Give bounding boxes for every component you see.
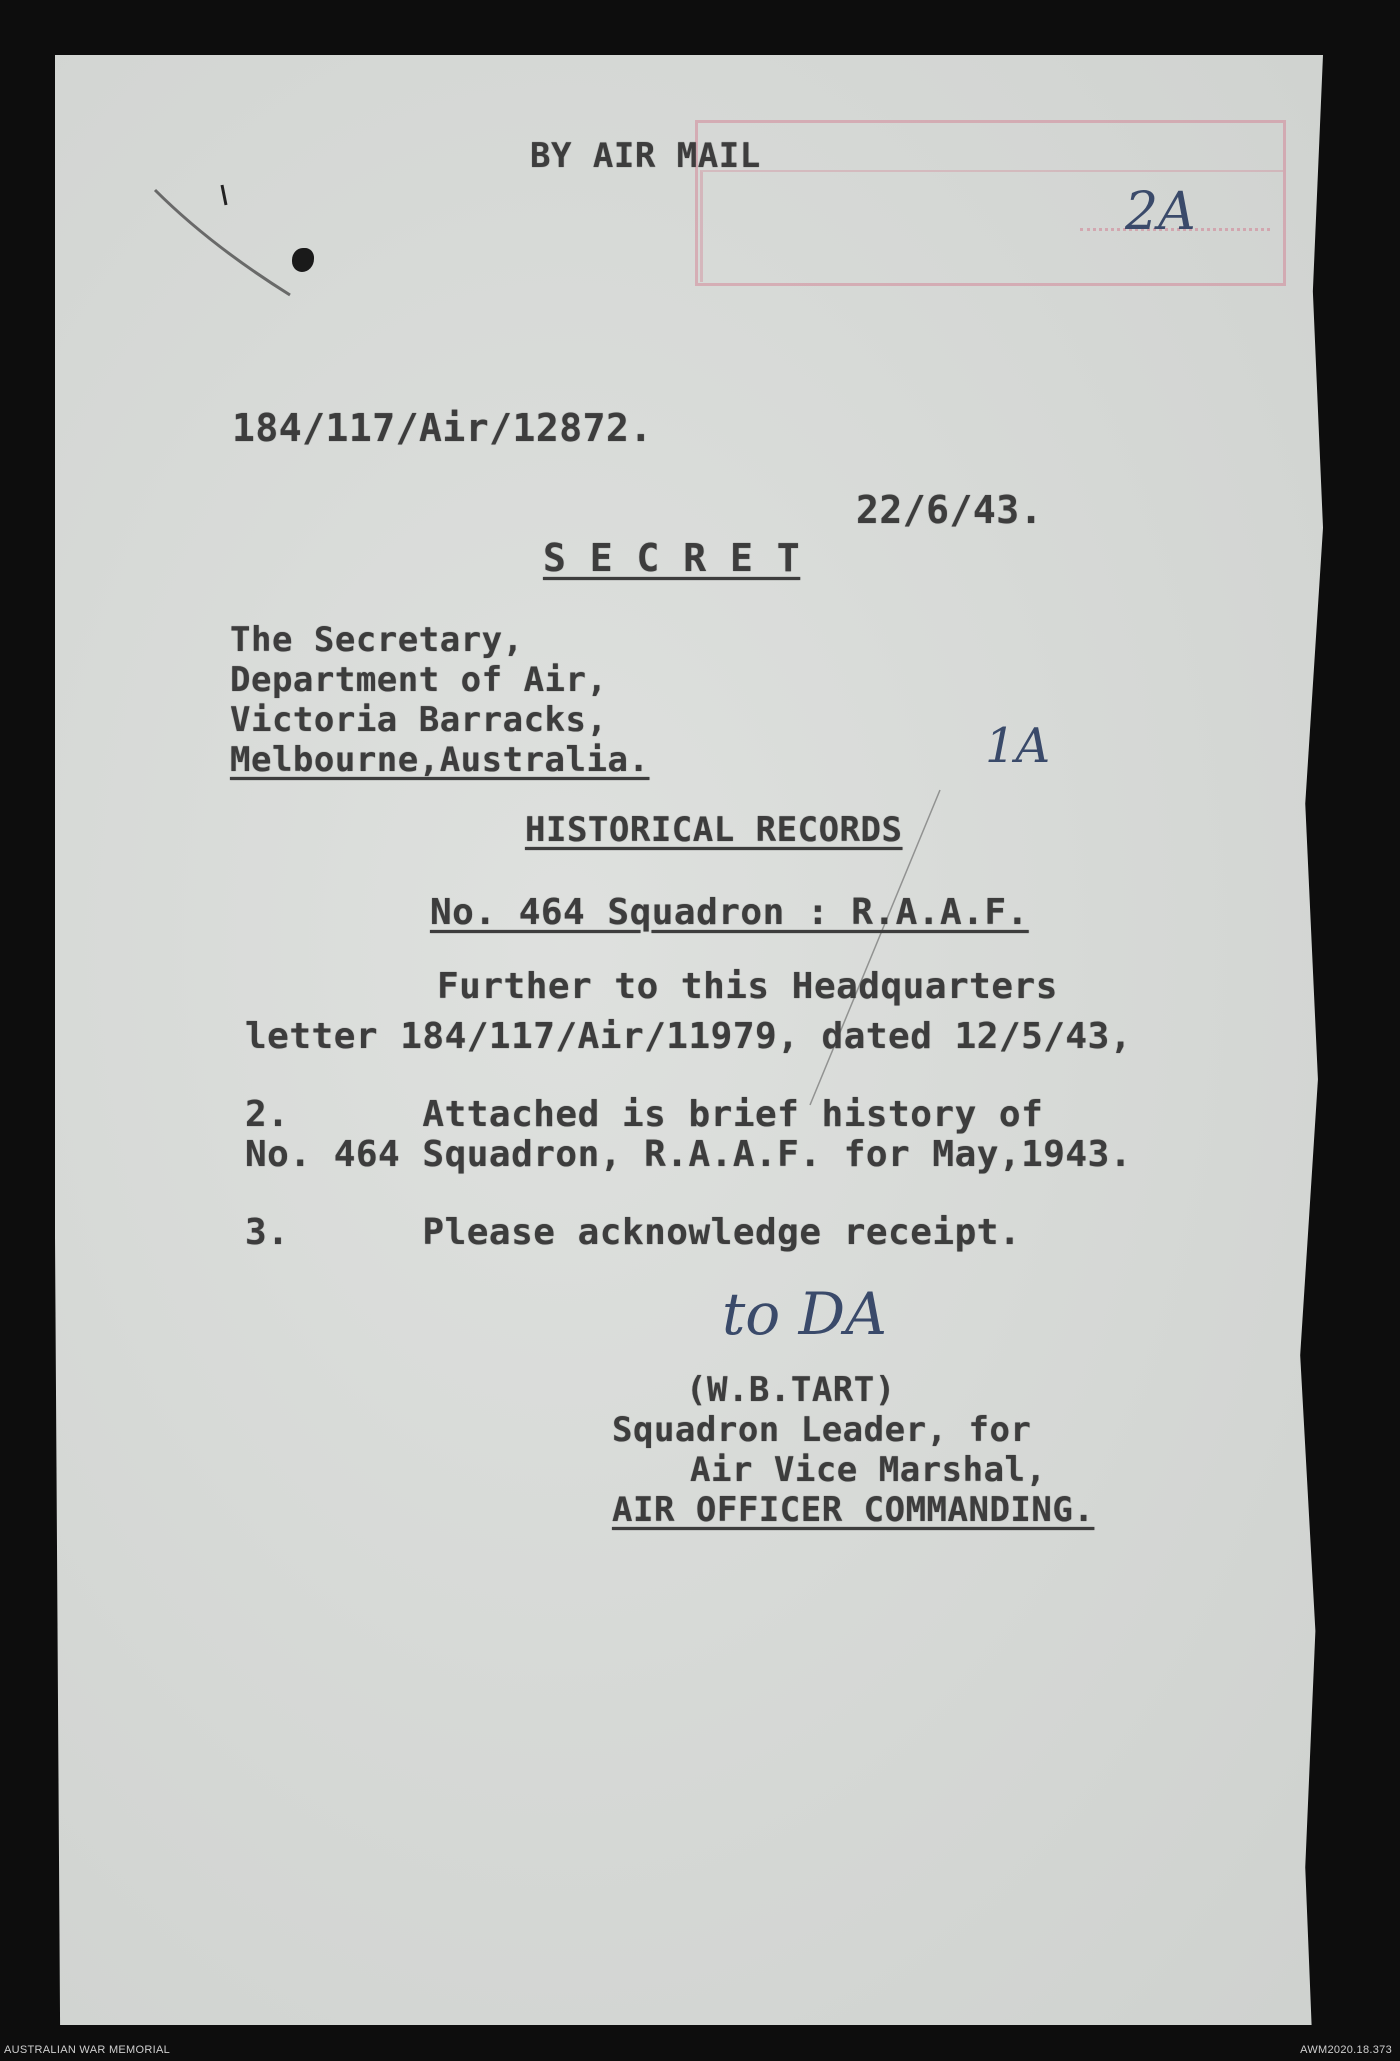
paragraph-1-line-2: letter 184/117/Air/11979, dated 12/5/43, [245,1016,1132,1057]
footer-accession: AWM2020.18.373 [1300,2044,1392,2056]
airmail-label: BY AIR MAIL [530,136,761,176]
addressee-line-4: Melbourne,Australia. [230,740,650,780]
paragraph-3: 3. Please acknowledge receipt. [245,1212,1022,1253]
signature-rank: Squadron Leader, for [612,1410,1032,1450]
stamp-handwritten-mark: 2A [1125,182,1196,242]
classification-heading: S E C R E T [543,536,801,580]
footer-institution: AUSTRALIAN WAR MEMORIAL [4,2044,171,2056]
letter-date: 22/6/43. [856,488,1044,532]
signature-title: AIR OFFICER COMMANDING. [612,1490,1095,1530]
addressee-line-2: Department of Air, [230,660,608,700]
paragraph-1-line-1: Further to this Headquarters [437,966,1058,1007]
paragraph-2-line-1: 2. Attached is brief history of [245,1094,1044,1135]
signature-for: Air Vice Marshal, [690,1450,1047,1490]
reference-number: 184/117/Air/12872. [232,406,653,450]
pencil-stroke [150,175,300,305]
signature-name: (W.B.TART) [686,1370,896,1410]
handwritten-initials: to DA [722,1280,888,1348]
addressee-line-1: The Secretary, [230,620,524,660]
section-heading: HISTORICAL RECORDS [525,810,903,850]
squadron-heading: No. 464 Squadron : R.A.A.F. [430,892,1029,933]
paragraph-2-line-2: No. 464 Squadron, R.A.A.F. for May,1943. [245,1134,1132,1175]
addressee-line-3: Victoria Barracks, [230,700,608,740]
margin-handwritten-mark: 1A [985,718,1051,774]
